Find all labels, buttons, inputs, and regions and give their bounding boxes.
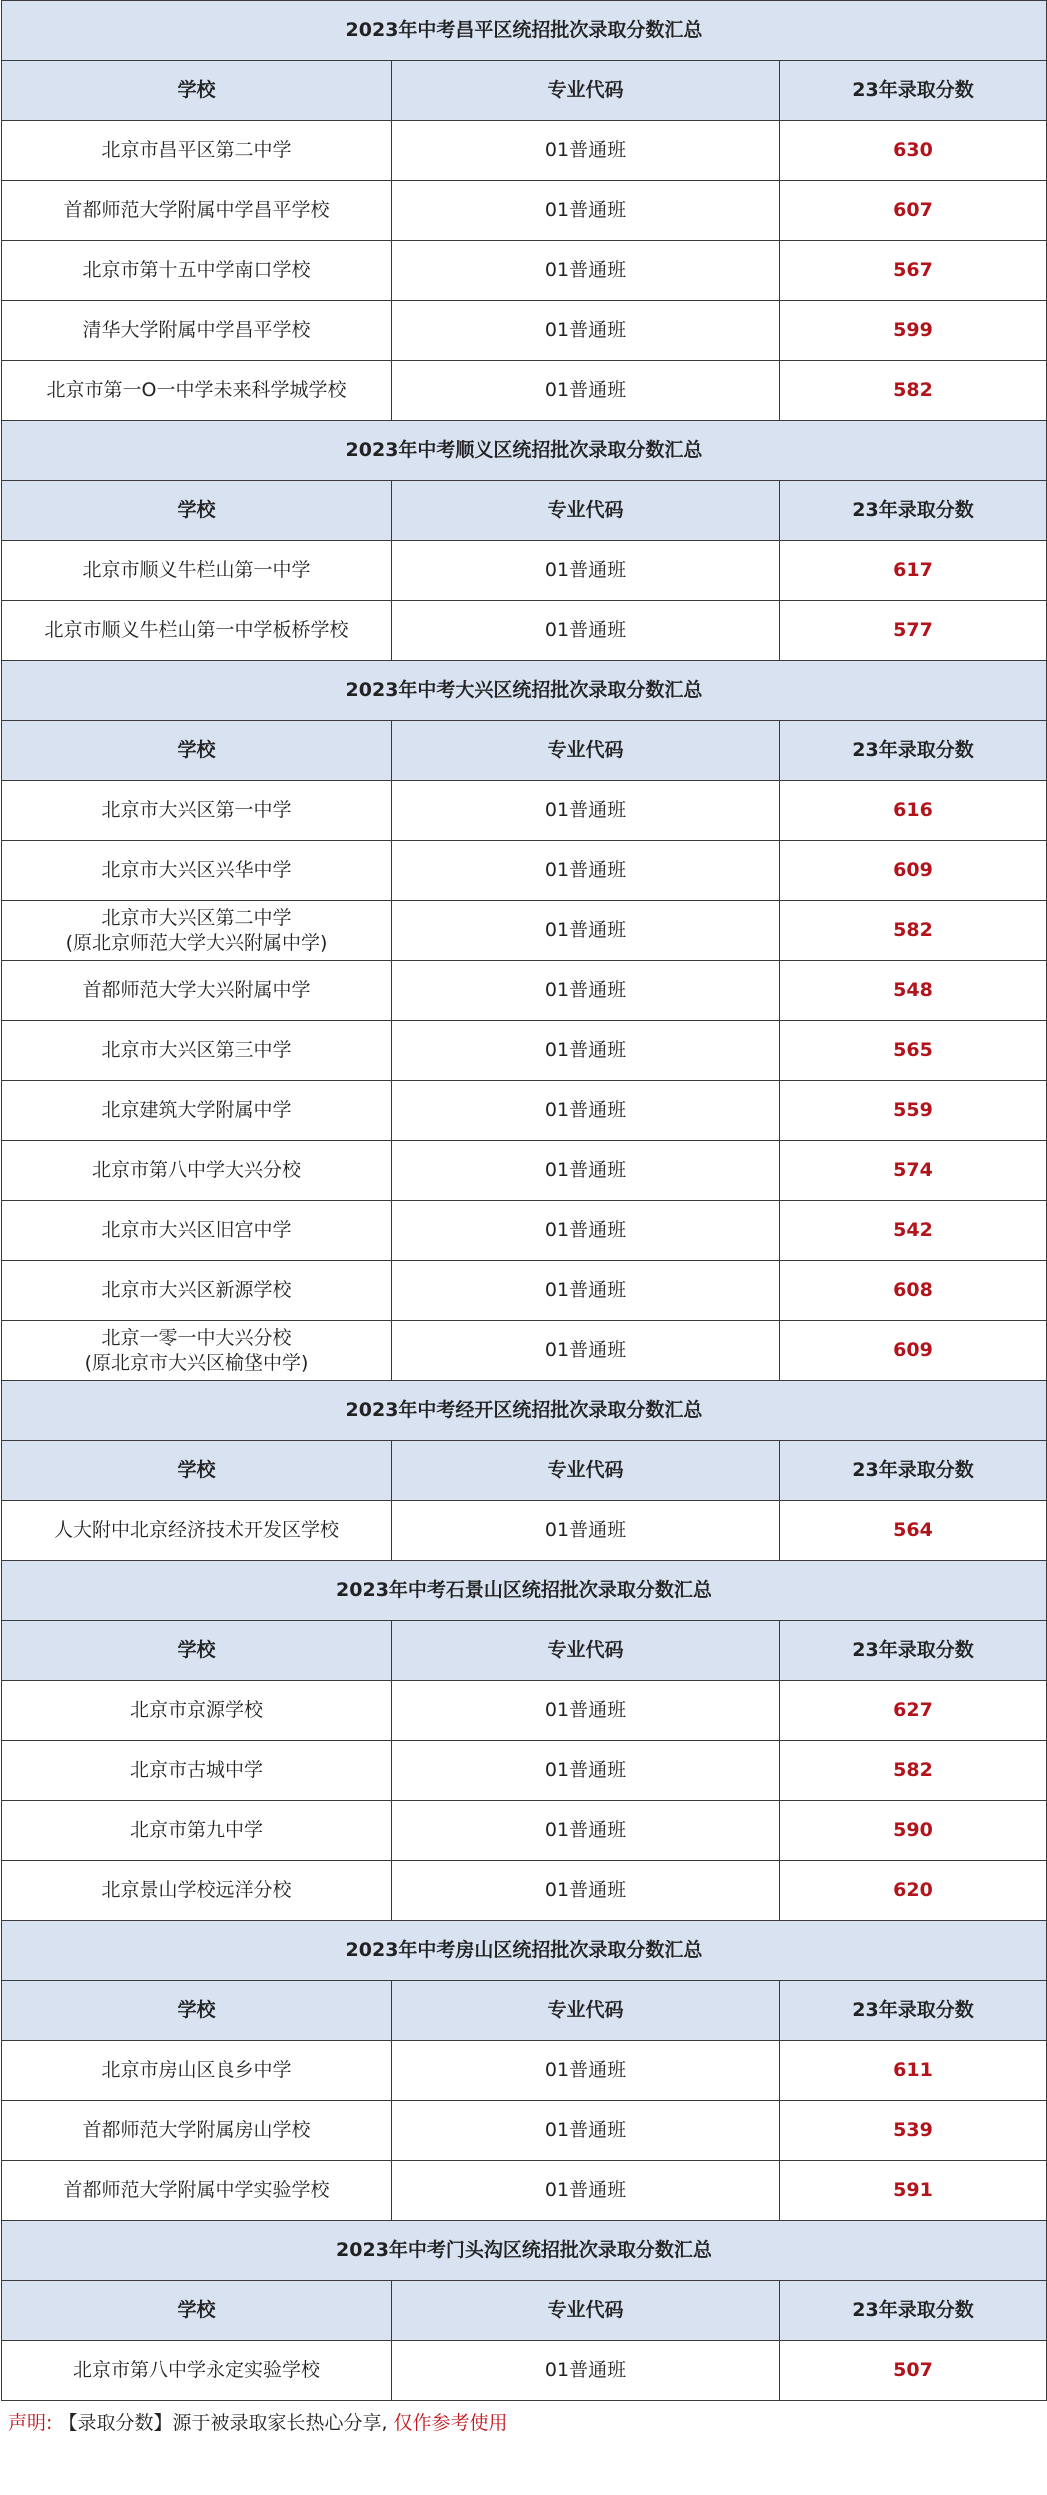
program-code: 01普通班 <box>392 1261 780 1321</box>
column-header-score: 23年录取分数 <box>780 1621 1047 1681</box>
school-name: 北京市大兴区第一中学 <box>101 799 292 821</box>
program-code: 01普通班 <box>392 961 780 1021</box>
admission-score: 620 <box>780 1861 1047 1921</box>
school-name-cell <box>2 1321 392 1381</box>
table-row <box>2 781 1047 841</box>
table-row <box>2 121 1047 181</box>
column-header-code: 专业代码 <box>392 1441 780 1501</box>
table-row <box>2 2041 1047 2101</box>
school-name-cell <box>2 841 392 901</box>
school-name-cell <box>2 2161 392 2221</box>
section-title-row <box>2 1921 1047 1981</box>
program-code: 01普通班 <box>392 1321 780 1381</box>
program-code: 01普通班 <box>392 181 780 241</box>
column-header-school: 学校 <box>2 1441 392 1501</box>
score-table-body <box>2 1 1047 2401</box>
school-name: 人大附中北京经济技术开发区学校 <box>53 1519 339 1541</box>
column-header-code: 专业代码 <box>392 1621 780 1681</box>
program-code: 01普通班 <box>392 121 780 181</box>
table-row <box>2 1321 1047 1381</box>
school-name-cell <box>2 781 392 841</box>
school-name: 北京景山学校远洋分校 <box>101 1879 292 1901</box>
school-name-cell <box>2 1681 392 1741</box>
school-name: 首都师范大学大兴附属中学 <box>82 979 311 1001</box>
school-name: 北京市大兴区第三中学 <box>101 1039 292 1061</box>
school-name: 清华大学附属中学昌平学校 <box>82 319 311 341</box>
column-header-row <box>2 61 1047 121</box>
table-row <box>2 1201 1047 1261</box>
column-header-code: 专业代码 <box>392 481 780 541</box>
admission-score: 608 <box>780 1261 1047 1321</box>
school-name: 首都师范大学附属中学昌平学校 <box>63 199 330 221</box>
school-name-cell <box>2 961 392 1021</box>
school-name-cell <box>2 1861 392 1921</box>
admission-score: 630 <box>780 121 1047 181</box>
column-header-code: 专业代码 <box>392 1981 780 2041</box>
admission-score: 574 <box>780 1141 1047 1201</box>
school-name-cell <box>2 2341 392 2401</box>
program-code: 01普通班 <box>392 301 780 361</box>
school-name-cell <box>2 241 392 301</box>
section-title-row <box>2 1561 1047 1621</box>
school-name: 北京市第八中学永定实验学校 <box>72 2359 320 2381</box>
section-title: 2023年中考经开区统招批次录取分数汇总 <box>2 1381 1047 1441</box>
school-name: 首都师范大学附属中学实验学校 <box>63 2179 330 2201</box>
school-name-cell <box>2 1141 392 1201</box>
section-title-row <box>2 2221 1047 2281</box>
school-former-name: (原北京市大兴区榆垡中学) <box>84 1351 309 1374</box>
school-name: 北京市顺义牛栏山第一中学板桥学校 <box>44 619 349 641</box>
school-name: 北京一零一中大兴分校 <box>101 1326 292 1349</box>
school-name-cell <box>2 1501 392 1561</box>
program-code: 01普通班 <box>392 1861 780 1921</box>
column-header-school: 学校 <box>2 1981 392 2041</box>
admission-score: 542 <box>780 1201 1047 1261</box>
table-row <box>2 1081 1047 1141</box>
column-header-row <box>2 721 1047 781</box>
school-name: 北京市第一O一中学未来科学城学校 <box>46 379 347 401</box>
school-name-cell <box>2 2101 392 2161</box>
column-header-code: 专业代码 <box>392 61 780 121</box>
school-name-cell <box>2 361 392 421</box>
program-code: 01普通班 <box>392 1681 780 1741</box>
school-name: 北京市昌平区第二中学 <box>101 139 292 161</box>
admission-score: 611 <box>780 2041 1047 2101</box>
admission-score: 548 <box>780 961 1047 1021</box>
table-row <box>2 841 1047 901</box>
admission-score: 609 <box>780 841 1047 901</box>
section-title-row <box>2 421 1047 481</box>
column-header-code: 专业代码 <box>392 2281 780 2341</box>
table-row <box>2 1141 1047 1201</box>
admission-score: 567 <box>780 241 1047 301</box>
column-header-row <box>2 1981 1047 2041</box>
column-header-code: 专业代码 <box>392 721 780 781</box>
program-code: 01普通班 <box>392 1021 780 1081</box>
column-header-school: 学校 <box>2 61 392 121</box>
school-name-cell <box>2 1801 392 1861</box>
column-header-school: 学校 <box>2 481 392 541</box>
disclaimer <box>0 2401 1047 2445</box>
section-title: 2023年中考昌平区统招批次录取分数汇总 <box>2 1 1047 61</box>
admission-score: 582 <box>780 901 1047 961</box>
program-code: 01普通班 <box>392 2041 780 2101</box>
column-header-score: 23年录取分数 <box>780 2281 1047 2341</box>
school-name: 北京市大兴区旧宫中学 <box>101 1219 292 1241</box>
program-code: 01普通班 <box>392 2161 780 2221</box>
school-name: 北京市大兴区兴华中学 <box>101 859 292 881</box>
admission-score: 591 <box>780 2161 1047 2221</box>
table-row <box>2 901 1047 961</box>
program-code: 01普通班 <box>392 2101 780 2161</box>
admission-score: 577 <box>780 601 1047 661</box>
admission-score: 599 <box>780 301 1047 361</box>
column-header-score: 23年录取分数 <box>780 61 1047 121</box>
school-name-cell <box>2 1741 392 1801</box>
table-row <box>2 1681 1047 1741</box>
school-name-cell <box>2 1201 392 1261</box>
table-row <box>2 961 1047 1021</box>
program-code: 01普通班 <box>392 1201 780 1261</box>
column-header-score: 23年录取分数 <box>780 1441 1047 1501</box>
table-row <box>2 181 1047 241</box>
school-name: 北京市第十五中学南口学校 <box>82 259 311 281</box>
school-name: 北京市大兴区新源学校 <box>101 1279 292 1301</box>
school-name: 北京建筑大学附属中学 <box>101 1099 292 1121</box>
school-name: 北京市京源学校 <box>129 1699 263 1721</box>
column-header-row <box>2 1441 1047 1501</box>
table-row <box>2 601 1047 661</box>
column-header-score: 23年录取分数 <box>780 481 1047 541</box>
admission-score: 564 <box>780 1501 1047 1561</box>
section-title: 2023年中考门头沟区统招批次录取分数汇总 <box>2 2221 1047 2281</box>
admission-score: 627 <box>780 1681 1047 1741</box>
program-code: 01普通班 <box>392 1501 780 1561</box>
school-name: 北京市顺义牛栏山第一中学 <box>82 559 311 581</box>
admission-score: 616 <box>780 781 1047 841</box>
table-row <box>2 2101 1047 2161</box>
admission-score: 617 <box>780 541 1047 601</box>
school-name-cell <box>2 1021 392 1081</box>
admission-score: 507 <box>780 2341 1047 2401</box>
section-title: 2023年中考大兴区统招批次录取分数汇总 <box>2 661 1047 721</box>
program-code: 01普通班 <box>392 1801 780 1861</box>
admission-score: 609 <box>780 1321 1047 1381</box>
program-code: 01普通班 <box>392 781 780 841</box>
section-title-row <box>2 1 1047 61</box>
program-code: 01普通班 <box>392 901 780 961</box>
section-title: 2023年中考石景山区统招批次录取分数汇总 <box>2 1561 1047 1621</box>
table-row <box>2 1801 1047 1861</box>
admission-score: 607 <box>780 181 1047 241</box>
table-row <box>2 1261 1047 1321</box>
program-code: 01普通班 <box>392 241 780 301</box>
column-header-row <box>2 481 1047 541</box>
column-header-score: 23年录取分数 <box>780 1981 1047 2041</box>
admission-score: 539 <box>780 2101 1047 2161</box>
disclaimer-label: 声明: <box>8 2412 53 2434</box>
table-row <box>2 2341 1047 2401</box>
table-row <box>2 1741 1047 1801</box>
section-title-row <box>2 1381 1047 1441</box>
admission-score: 582 <box>780 1741 1047 1801</box>
school-name-cell <box>2 1261 392 1321</box>
column-header-row <box>2 2281 1047 2341</box>
school-name: 北京市大兴区第二中学 <box>101 906 292 929</box>
section-title: 2023年中考房山区统招批次录取分数汇总 <box>2 1921 1047 1981</box>
program-code: 01普通班 <box>392 2341 780 2401</box>
admission-score: 559 <box>780 1081 1047 1141</box>
table-row <box>2 1021 1047 1081</box>
table-row <box>2 2161 1047 2221</box>
section-title: 2023年中考顺义区统招批次录取分数汇总 <box>2 421 1047 481</box>
column-header-school: 学校 <box>2 721 392 781</box>
table-row <box>2 1501 1047 1561</box>
section-title-row <box>2 661 1047 721</box>
school-name-cell <box>2 601 392 661</box>
program-code: 01普通班 <box>392 1141 780 1201</box>
table-row <box>2 541 1047 601</box>
program-code: 01普通班 <box>392 1741 780 1801</box>
program-code: 01普通班 <box>392 841 780 901</box>
admission-score: 582 <box>780 361 1047 421</box>
school-name-cell <box>2 301 392 361</box>
school-name-cell <box>2 181 392 241</box>
program-code: 01普通班 <box>392 541 780 601</box>
admission-score: 590 <box>780 1801 1047 1861</box>
school-name-cell <box>2 2041 392 2101</box>
school-name-cell <box>2 121 392 181</box>
admission-score: 565 <box>780 1021 1047 1081</box>
school-name: 北京市古城中学 <box>129 1759 263 1781</box>
school-name-cell <box>2 541 392 601</box>
school-former-name: (原北京师范大学大兴附属中学) <box>65 931 328 954</box>
school-name: 北京市第九中学 <box>129 1819 263 1841</box>
column-header-score: 23年录取分数 <box>780 721 1047 781</box>
school-name: 北京市第八中学大兴分校 <box>91 1159 301 1181</box>
program-code: 01普通班 <box>392 361 780 421</box>
table-row <box>2 241 1047 301</box>
school-name: 首都师范大学附属房山学校 <box>82 2119 311 2141</box>
program-code: 01普通班 <box>392 601 780 661</box>
school-name-cell <box>2 901 392 961</box>
table-row <box>2 361 1047 421</box>
program-code: 01普通班 <box>392 1081 780 1141</box>
column-header-school: 学校 <box>2 2281 392 2341</box>
table-row <box>2 301 1047 361</box>
school-name-cell <box>2 1081 392 1141</box>
column-header-row <box>2 1621 1047 1681</box>
disclaimer-source: 【录取分数】源于被录取家长热心分享, <box>58 2412 388 2434</box>
column-header-school: 学校 <box>2 1621 392 1681</box>
table-row <box>2 1861 1047 1921</box>
disclaimer-note: 仅作参考使用 <box>393 2412 508 2434</box>
school-name: 北京市房山区良乡中学 <box>101 2059 292 2081</box>
score-table <box>1 0 1047 2401</box>
